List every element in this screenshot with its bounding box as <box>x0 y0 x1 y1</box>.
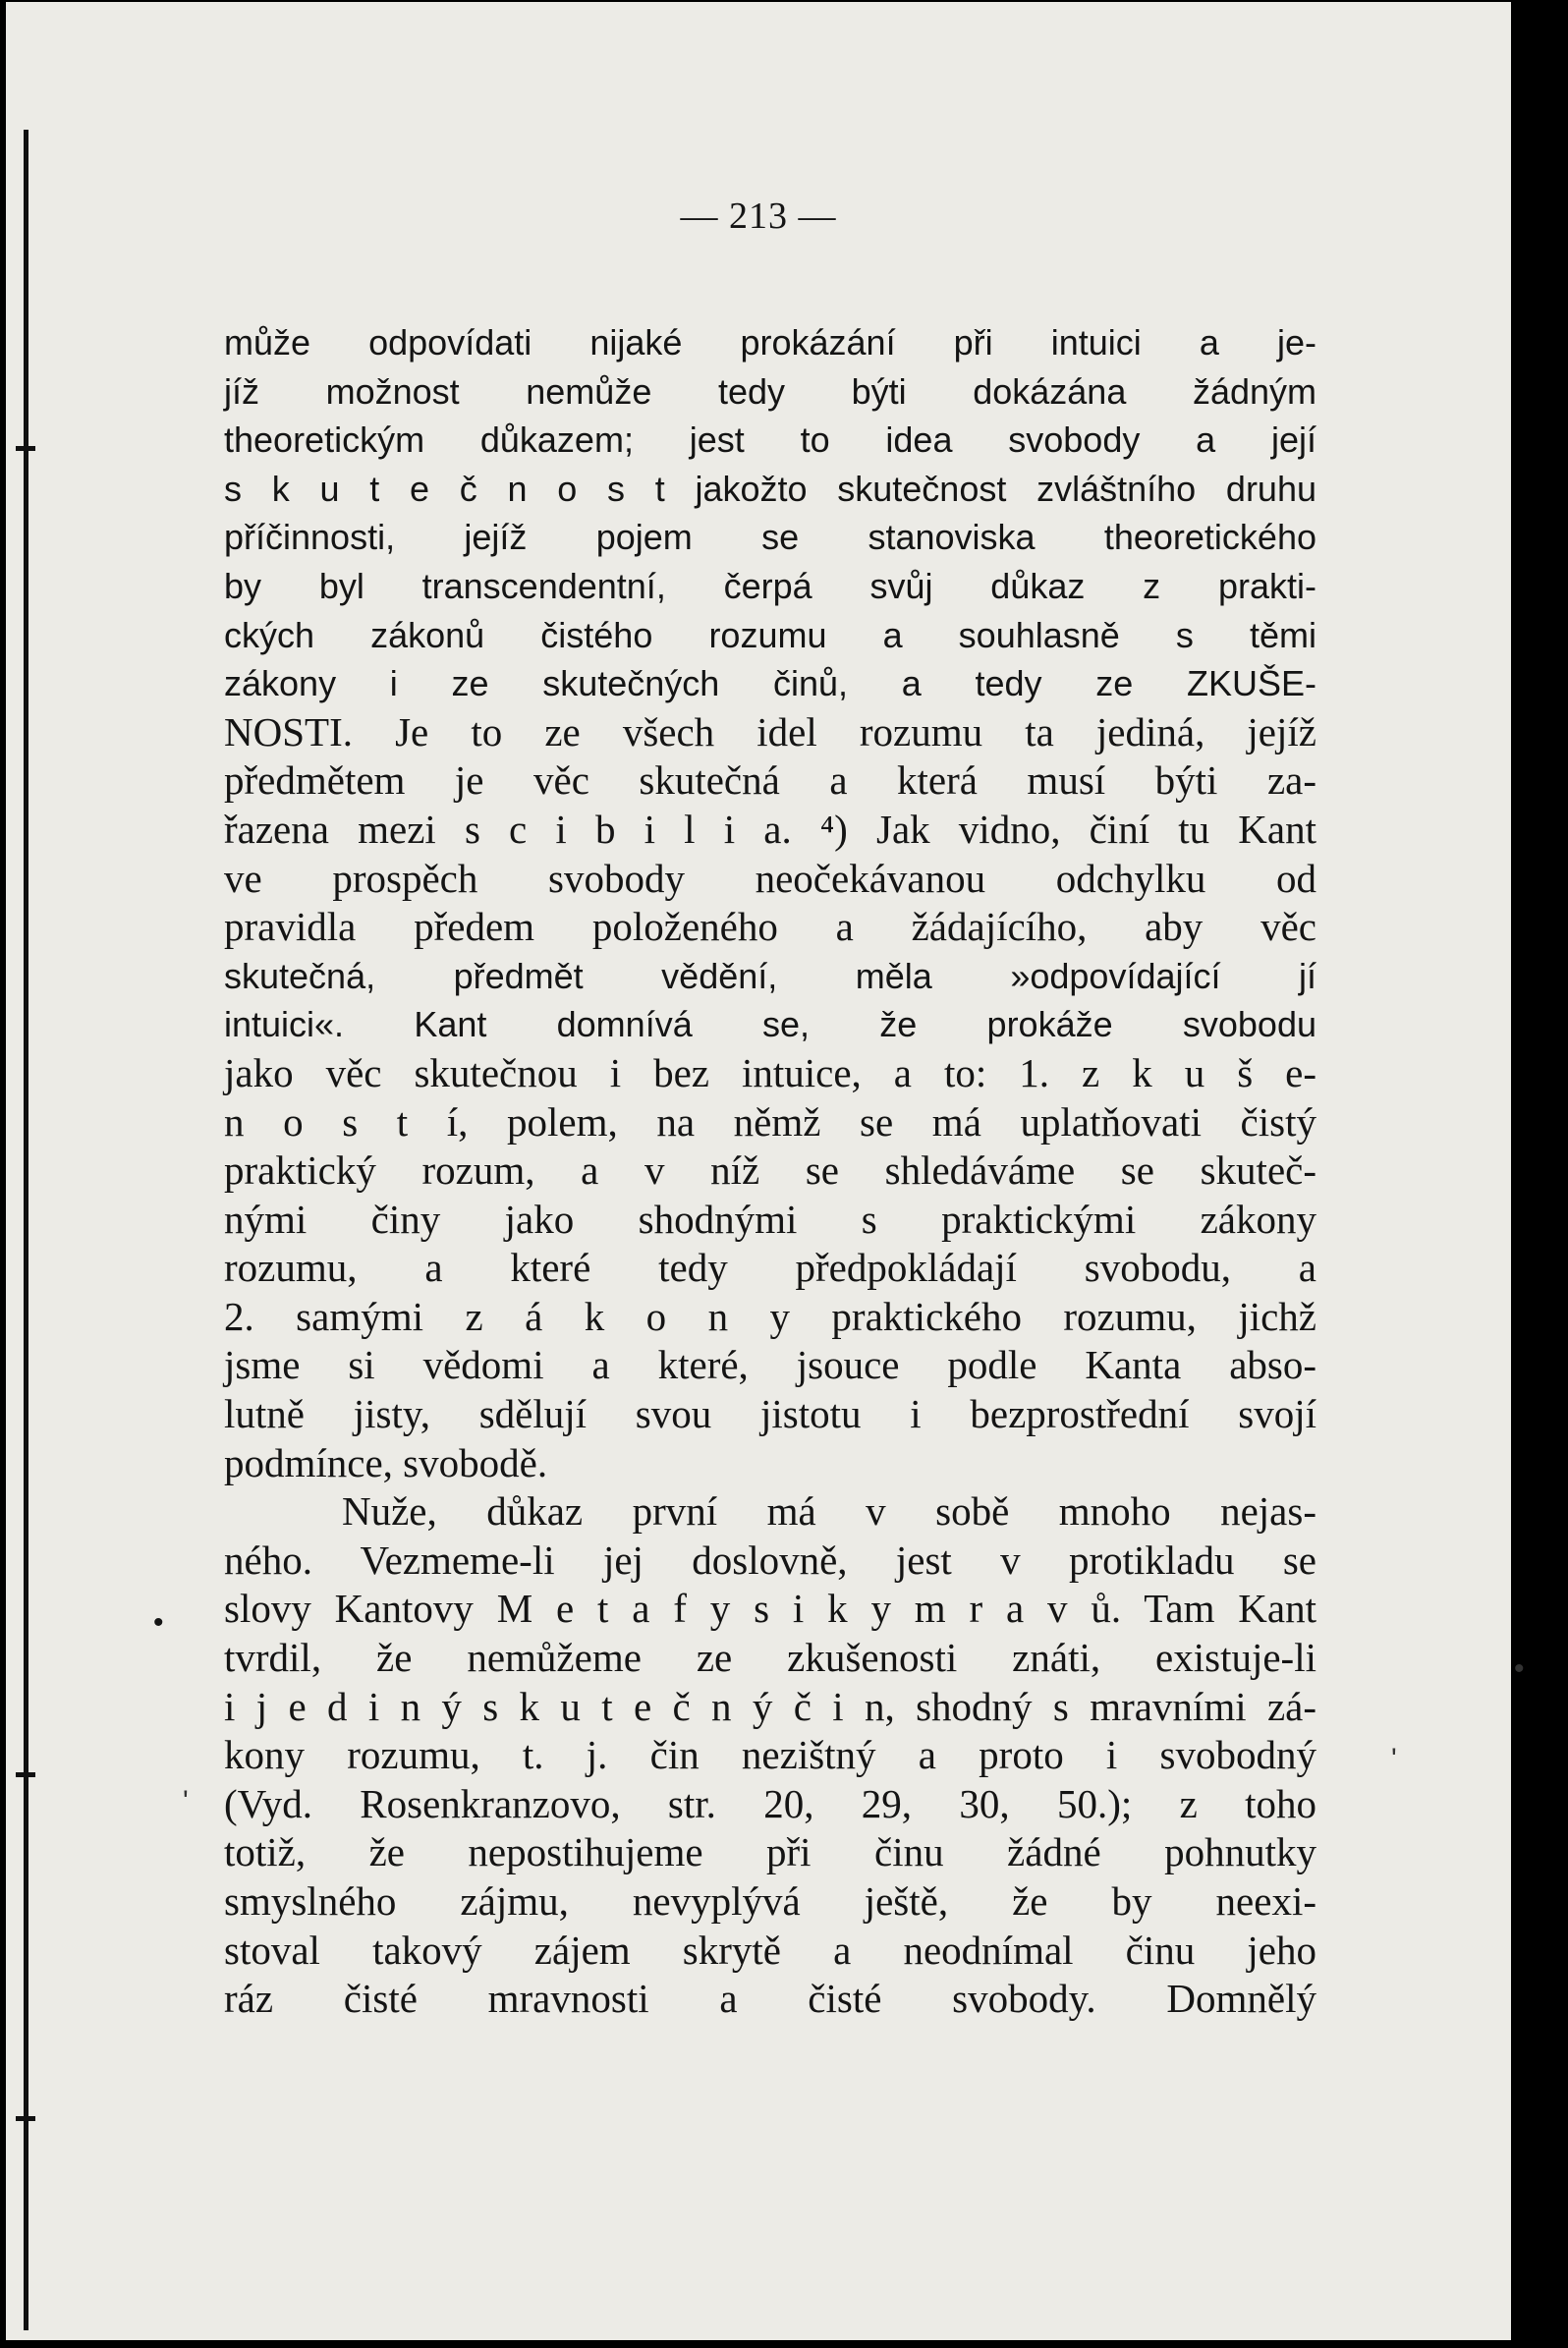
text-line: jíž možnost nemůže tedy býti dokázána žádným <box>224 370 1316 412</box>
binding-mark <box>16 446 35 451</box>
text-line: ného. Vezmeme-li jej doslovně, jest v protikladu se <box>224 1537 1316 1583</box>
text-line: kony rozumu, t. j. čin nezištný a proto i svobodný <box>224 1732 1316 1778</box>
binding-mark <box>16 2116 35 2121</box>
text-line: NOSTI. Je to ze všech idel rozumu ta jediná, jejíž <box>224 708 1316 755</box>
text-line: rozumu, a které tedy předpokládají svobodu, a <box>224 1245 1316 1291</box>
text-line: ráz čisté mravnosti a čisté svobody. Domnělý <box>224 1976 1316 2022</box>
text-line: i j e d i n ý s k u t e č n ý č i n, shodný s mravními zá- <box>224 1683 1316 1729</box>
text-line: praktický rozum, a v níž se shledáváme se skuteč- <box>224 1147 1316 1194</box>
text-line: jako věc skutečnou i bez intuice, a to: 1. z k u š e- <box>224 1049 1316 1095</box>
text-line: nými činy jako shodnými s praktickými zákony <box>224 1196 1316 1242</box>
text-line: příčinnosti, jejíž pojem se stanoviska theoretického <box>224 517 1316 558</box>
text-line: intuici«. Kant domnívá se, že prokáže svobodu <box>224 1004 1316 1045</box>
margin-speck: ' <box>183 1785 189 1817</box>
text-line: slovy Kantovy M e t a f y s i k y m r a v ů. Tam Kant <box>224 1586 1316 1632</box>
text-line: smyslného zájmu, nevyplývá ještě, že by neexi- <box>224 1878 1316 1924</box>
text-line: lutně jisty, sdělují svou jistotu i bezprostřední svojí <box>224 1391 1316 1437</box>
text-line: Nuže, důkaz první má v sobě mnoho nejas- <box>342 1488 1316 1535</box>
text-line: tvrdil, že nemůžeme ze zkušenosti znáti, existuje-li <box>224 1635 1316 1681</box>
text-line: skutečná, předmět vědění, měla »odpovídající jí <box>224 955 1316 996</box>
text-line: stoval takový zájem skrytě a neodnímal činu jeho <box>224 1927 1316 1973</box>
margin-speck: ' <box>1391 1743 1397 1775</box>
text-line: předmětem je věc skutečná a která musí býti za- <box>224 757 1316 804</box>
margin-bullet-mark: • <box>153 1606 164 1639</box>
page-number: — 213 — <box>680 196 837 237</box>
text-line: theoretickým důkazem; jest to idea svobody a její <box>224 419 1316 461</box>
text-line: jsme si vědomi a které, jsouce podle Kanta abso- <box>224 1342 1316 1388</box>
text-line: ckých zákonů čistého rozumu a souhlasně s těmi <box>224 614 1316 655</box>
text-line: s k u t e č n o s t jakožto skutečnost zvláštního druhu <box>224 468 1316 509</box>
binding-edge <box>24 130 28 2330</box>
text-line: 2. samými z á k o n y praktického rozumu, jichž <box>224 1293 1316 1339</box>
text-line: ve prospěch svobody neočekávanou odchylku od <box>224 855 1316 901</box>
margin-speck: • <box>1514 1652 1525 1685</box>
text-line: pravidla předem položeného a žádajícího, aby věc <box>224 904 1316 950</box>
book-page <box>6 2 1525 2340</box>
text-line: n o s t í, polem, na němž se má uplatňovati čistý <box>224 1098 1316 1145</box>
text-line: (Vyd. Rosenkranzovo, str. 20, 29, 30, 50.); z toho <box>224 1780 1316 1826</box>
text-line: může odpovídati nijaké prokázání při intuici a je- <box>224 322 1316 363</box>
text-line: by byl transcendentní, čerpá svůj důkaz z prakti- <box>224 565 1316 606</box>
body-text <box>224 318 1316 2024</box>
text-line: totiž, že nepostihujeme při činu žádné pohnutky <box>224 1829 1316 1875</box>
binding-mark <box>16 1772 35 1777</box>
text-line: řazena mezi s c i b i l i a. ⁴) Jak vidno, činí tu Kant <box>224 806 1316 852</box>
text-line: podmínce, svobodě. <box>224 1439 548 1485</box>
text-line: zákony i ze skutečných činů, a tedy ze ZKUŠE- <box>224 663 1316 704</box>
